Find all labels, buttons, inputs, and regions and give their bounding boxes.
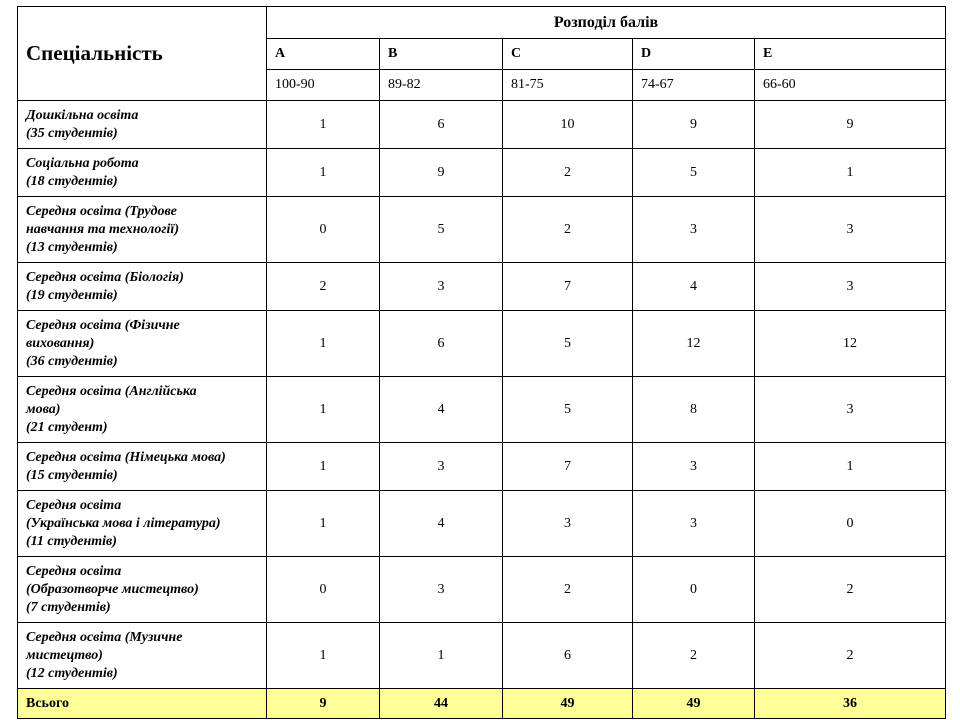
specialty-line: Дошкільна освіта bbox=[26, 107, 139, 123]
specialty-line: Середня освіта (Німецька мова) bbox=[26, 449, 226, 465]
specialty-line: навчання та технології) bbox=[26, 221, 179, 237]
count-cell-a: 1 bbox=[267, 377, 380, 443]
table-row bbox=[18, 491, 946, 557]
table-row bbox=[18, 623, 946, 689]
count-cell-d: 2 bbox=[633, 623, 755, 689]
specialty-line: (12 студентів) bbox=[26, 665, 118, 681]
count-cell-c: 10 bbox=[503, 101, 633, 149]
table-row bbox=[18, 263, 946, 311]
grade-letter-a: A bbox=[267, 39, 380, 70]
count-cell-a: 1 bbox=[267, 101, 380, 149]
grade-letter-c: C bbox=[503, 39, 633, 70]
total-cell-a: 9 bbox=[267, 689, 380, 719]
count-cell-b: 4 bbox=[380, 377, 503, 443]
count-cell-d: 9 bbox=[633, 101, 755, 149]
grade-range-d: 74-67 bbox=[633, 70, 755, 101]
count-cell-e: 9 bbox=[755, 101, 946, 149]
distribution-header: Розподіл балів bbox=[267, 7, 946, 39]
count-cell-e: 3 bbox=[755, 263, 946, 311]
specialty-cell bbox=[18, 149, 267, 197]
total-label: Всього bbox=[18, 689, 267, 719]
count-cell-b: 3 bbox=[380, 443, 503, 491]
count-cell-a: 1 bbox=[267, 311, 380, 377]
count-cell-e: 2 bbox=[755, 557, 946, 623]
specialty-line: Середня освіта (Біологія) bbox=[26, 269, 184, 285]
count-cell-a: 1 bbox=[267, 443, 380, 491]
count-cell-b: 4 bbox=[380, 491, 503, 557]
count-cell-d: 8 bbox=[633, 377, 755, 443]
count-cell-e: 3 bbox=[755, 377, 946, 443]
specialty-line: (Українська мова і література) bbox=[26, 515, 221, 531]
specialty-line: (21 студент) bbox=[26, 419, 108, 435]
count-cell-c: 3 bbox=[503, 491, 633, 557]
count-cell-d: 4 bbox=[633, 263, 755, 311]
total-cell-d: 49 bbox=[633, 689, 755, 719]
count-cell-d: 3 bbox=[633, 491, 755, 557]
grade-range-a: 100-90 bbox=[267, 70, 380, 101]
table-row bbox=[18, 557, 946, 623]
count-cell-a: 1 bbox=[267, 491, 380, 557]
count-cell-e: 1 bbox=[755, 443, 946, 491]
specialty-line: Соціальна робота bbox=[26, 155, 139, 171]
total-cell-b: 44 bbox=[380, 689, 503, 719]
specialty-line: мова) bbox=[26, 401, 61, 417]
specialty-line: (36 студентів) bbox=[26, 353, 118, 369]
count-cell-d: 0 bbox=[633, 557, 755, 623]
total-row bbox=[18, 689, 946, 719]
count-cell-b: 9 bbox=[380, 149, 503, 197]
count-cell-c: 5 bbox=[503, 377, 633, 443]
count-cell-a: 0 bbox=[267, 557, 380, 623]
count-cell-e: 0 bbox=[755, 491, 946, 557]
count-cell-c: 2 bbox=[503, 197, 633, 263]
count-cell-e: 1 bbox=[755, 149, 946, 197]
total-cell-e: 36 bbox=[755, 689, 946, 719]
count-cell-e: 12 bbox=[755, 311, 946, 377]
count-cell-a: 1 bbox=[267, 623, 380, 689]
specialty-cell bbox=[18, 263, 267, 311]
specialty-header: Спеціальність bbox=[18, 7, 267, 101]
total-cell-c: 49 bbox=[503, 689, 633, 719]
specialty-cell bbox=[18, 101, 267, 149]
grade-letter-d: D bbox=[633, 39, 755, 70]
grade-letter-b: B bbox=[380, 39, 503, 70]
table-row bbox=[18, 377, 946, 443]
specialty-line: Середня освіта (Трудове bbox=[26, 203, 177, 219]
specialty-line: мистецтво) bbox=[26, 647, 103, 663]
count-cell-c: 2 bbox=[503, 557, 633, 623]
grade-range-e: 66-60 bbox=[755, 70, 946, 101]
table-row bbox=[18, 311, 946, 377]
specialty-cell bbox=[18, 197, 267, 263]
count-cell-a: 0 bbox=[267, 197, 380, 263]
count-cell-b: 6 bbox=[380, 311, 503, 377]
specialty-cell bbox=[18, 377, 267, 443]
specialty-line: Середня освіта bbox=[26, 497, 122, 513]
count-cell-d: 3 bbox=[633, 197, 755, 263]
specialty-line: виховання) bbox=[26, 335, 95, 351]
count-cell-b: 3 bbox=[380, 263, 503, 311]
specialty-cell bbox=[18, 311, 267, 377]
specialty-cell bbox=[18, 491, 267, 557]
specialty-cell bbox=[18, 557, 267, 623]
count-cell-c: 5 bbox=[503, 311, 633, 377]
specialty-line: Середня освіта (Фізичне bbox=[26, 317, 180, 333]
grade-range-b: 89-82 bbox=[380, 70, 503, 101]
specialty-line: Середня освіта (Англійська bbox=[26, 383, 197, 399]
count-cell-c: 7 bbox=[503, 443, 633, 491]
count-cell-c: 7 bbox=[503, 263, 633, 311]
count-cell-d: 3 bbox=[633, 443, 755, 491]
specialty-cell bbox=[18, 443, 267, 491]
table-row bbox=[18, 443, 946, 491]
count-cell-a: 2 bbox=[267, 263, 380, 311]
grade-range-c: 81-75 bbox=[503, 70, 633, 101]
count-cell-c: 6 bbox=[503, 623, 633, 689]
specialty-line: (11 студентів) bbox=[26, 533, 117, 549]
specialty-line: (7 студентів) bbox=[26, 599, 111, 615]
table-body bbox=[18, 101, 946, 719]
specialty-line: Середня освіта bbox=[26, 563, 122, 579]
specialty-line: (19 студентів) bbox=[26, 287, 118, 303]
specialty-cell bbox=[18, 623, 267, 689]
specialty-line: (Образотворче мистецтво) bbox=[26, 581, 199, 597]
specialty-line: Середня освіта (Музичне bbox=[26, 629, 183, 645]
specialty-line: (15 студентів) bbox=[26, 467, 118, 483]
specialty-line: (35 студентів) bbox=[26, 125, 118, 141]
grade-distribution-table bbox=[17, 6, 946, 719]
table-row bbox=[18, 149, 946, 197]
count-cell-c: 2 bbox=[503, 149, 633, 197]
count-cell-b: 5 bbox=[380, 197, 503, 263]
count-cell-a: 1 bbox=[267, 149, 380, 197]
count-cell-b: 3 bbox=[380, 557, 503, 623]
count-cell-e: 2 bbox=[755, 623, 946, 689]
count-cell-d: 12 bbox=[633, 311, 755, 377]
count-cell-e: 3 bbox=[755, 197, 946, 263]
count-cell-b: 1 bbox=[380, 623, 503, 689]
specialty-line: (13 студентів) bbox=[26, 239, 118, 255]
grade-letter-e: E bbox=[755, 39, 946, 70]
table-row bbox=[18, 101, 946, 149]
specialty-line: (18 студентів) bbox=[26, 173, 118, 189]
table-row bbox=[18, 197, 946, 263]
count-cell-d: 5 bbox=[633, 149, 755, 197]
count-cell-b: 6 bbox=[380, 101, 503, 149]
